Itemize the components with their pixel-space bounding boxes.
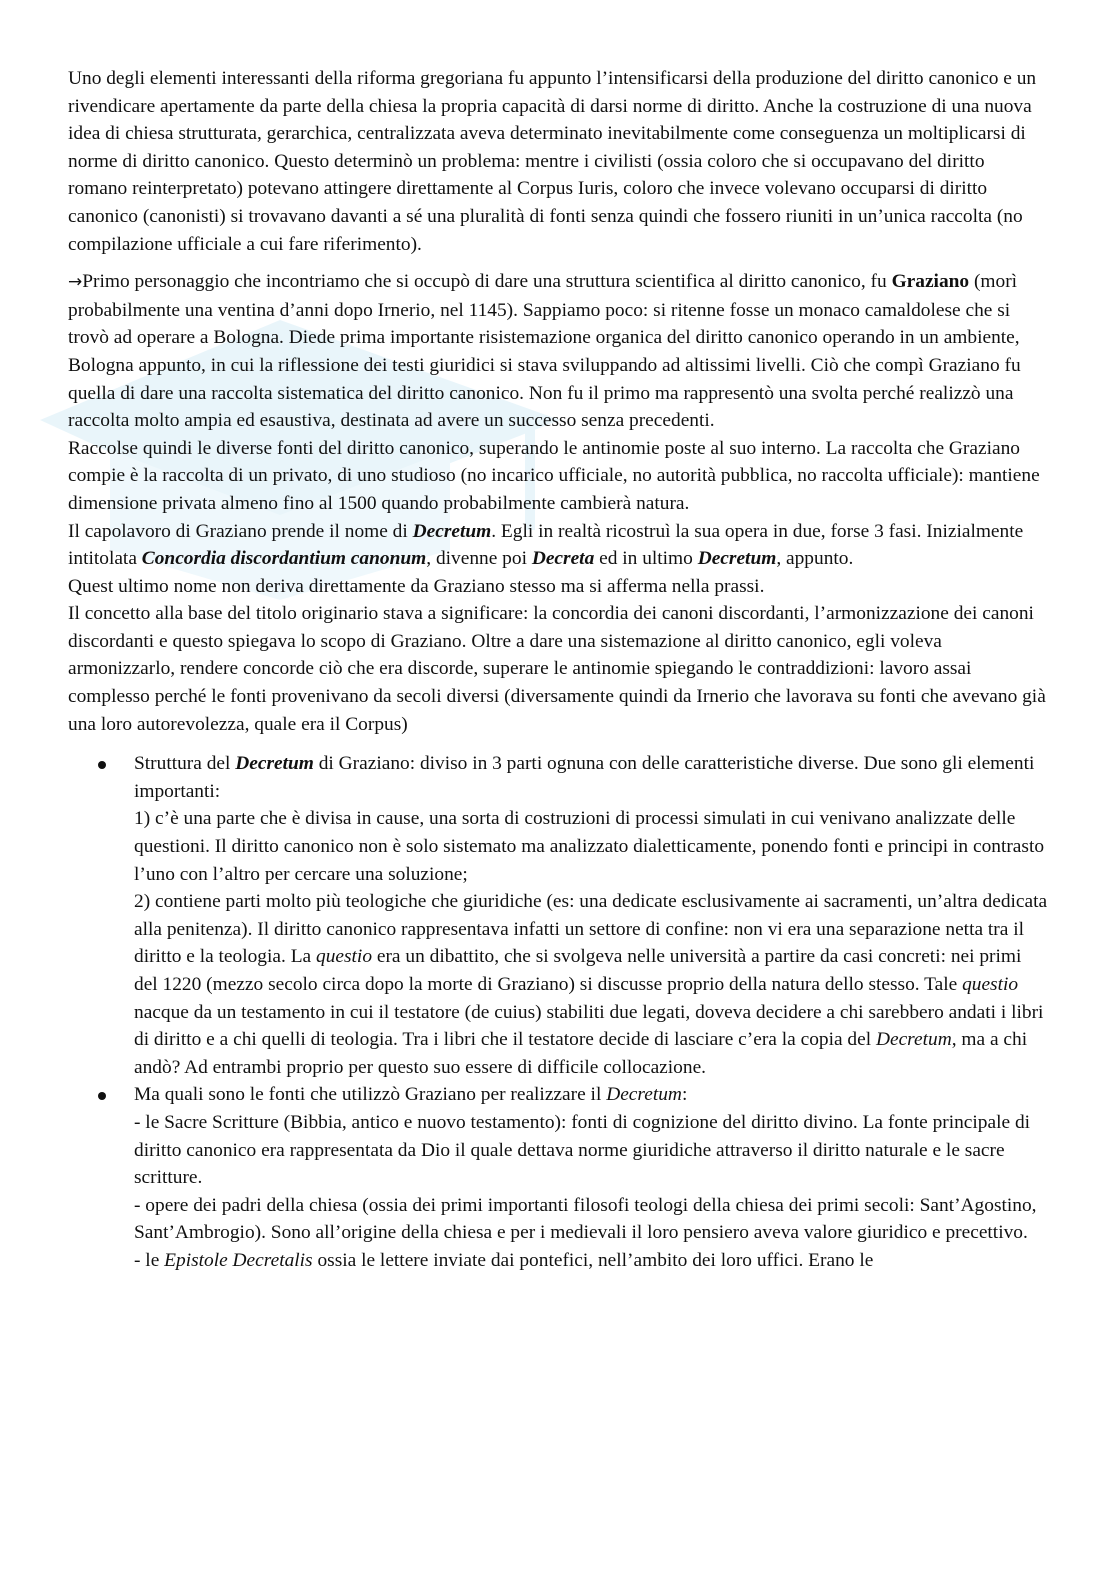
document-page xyxy=(68,65,1048,1275)
list-item-fonti: Ma quali sono le fonti che utilizzò Graziano per realizzare il Decretum: - le Sacre Scritture (Bibbia, antico e nuovo testamento): fonti di cognizione del diritto divino. La fonte principale di diritto canonico era rappresentata da Dio il quale dettava norme giuridiche attraverso il diritto naturale e le sacre scritture. - opere dei padri della chiesa (ossia dei primi importanti filosofi teologi della chiesa dei primi secoli: Sant’Agostino, Sant’Ambrogio). Sono all’origine della chiesa e per i medievali il loro pensiero aveva valore giuridico e precettivo. - le Epistole Decretalis ossia le lettere inviate dai pontefici, nell’ambito dei loro uffici. Erano le xyxy=(68,1081,1048,1274)
source-scritture: - le Sacre Scritture (Bibbia, antico e nuovo testamento): fonti di cognizione del diritto divino. La fonte principale di diritto canonico era rappresentata da Dio il quale dettava norme giuridiche attraverso il diritto naturale e le sacre scritture. xyxy=(134,1111,1031,1189)
name-graziano: Graziano xyxy=(891,271,970,293)
title-decreta: Decreta xyxy=(531,548,595,570)
title-decretum-2: Decretum xyxy=(697,548,777,570)
paragraph-capolavoro: Il capolavoro di Graziano prende il nome di Decretum. Egli in realtà ricostruì la sua opera in due, forse 3 fasi. Inizialmente intitolata Concordia discordantium canonum, divenne poi Decreta ed in ultimo Decretum, appunto. xyxy=(68,520,1024,570)
arrow-right-icon: → xyxy=(68,272,83,293)
item-cause: 1) c’è una parte che è divisa in cause, una sorta di costruzioni di processi simulati in cui venivano analizzate delle questioni. Il diritto canonico non è solo sistemato ma analizzato dialetticamente, ponendo fonti e principi in contrasto l’uno con l’altro per cercare una soluzione; xyxy=(134,808,1045,885)
paragraph-graziano: →Primo personaggio che incontriamo che si occupò di dare una struttura scientifica al diritto canonico, fu Graziano (morì probabilmente una ventina d’anni dopo Irnerio, nel 1145). Sappiamo poco: si ritenne fosse un monaco camaldolese che si trovò ad operare a Bologna. Diede prima importante risistemazione organica del diritto canonico operando in un ambiente, Bologna appunto, in cui la riflessione dei testi giuridici si stava sviluppando ad altissimi livelli. Ciò che compì Graziano fu quella di dare una raccolta sistematica del diritto canonico. Non fu il primo ma rappresentò una svolta perché realizzò una raccolta molto ampia ed esaustiva, destinata ad avere un successo senza precedenti. xyxy=(68,271,1021,432)
bullet-icon xyxy=(98,761,106,769)
source-epistole: - le Epistole Decretalis ossia le lettere inviate dai pontefici, nell’ambito dei loro uffici. Erano le xyxy=(134,1249,874,1271)
paragraph-nome: Quest ultimo nome non deriva direttamente da Graziano stesso ma si afferma nella prassi. xyxy=(68,575,765,597)
list-item-struttura: Struttura del Decretum di Graziano: diviso in 3 parti ognuna con delle caratteristiche diverse. Due sono gli elementi importanti: 1) c’è una parte che è divisa in cause, una sorta di costruzioni di processi simulati in cui venivano analizzate delle questioni. Il diritto canonico non è solo sistemato ma analizzato dialetticamente, ponendo fonti e principi in contrasto l’uno con l’altro per cercare una soluzione; 2) contiene parti molto più teologiche che giuridiche (es: una dedicate esclusivamente ai sacramenti, un’altra dedicata alla penitenza). Il diritto canonico rappresentava infatti un settore di confine: non vi era una separazione netta tra il diritto e la teologia. La questio era un dibattito, che si svolgeva nelle università a partire da casi concreti: nei primi del 1220 (mezzo secolo circa dopo la morte di Graziano) si discusse proprio della natura dello stesso. Tale questio nacque da un testamento in cui il testatore (de cuius) stabiliti due legati, doveva decidere a chi sarebbero andati i libri di diritto e a chi quelli di teologia. Tra i libri che il testatore decide di lasciare c’era la copia del Decretum, ma a chi andò? Ad entrambi proprio per questo suo essere di difficile collocazione. xyxy=(68,750,1048,1081)
title-decretum: Decretum xyxy=(412,520,492,542)
source-padri: - opere dei padri della chiesa (ossia dei primi importanti filosofi teologi della chiesa dei primi secoli: Sant’Agostino, Sant’Ambrogio). Sono all’origine della chiesa e per i medievali il loro pensiero aveva valore giuridico e precettivo. xyxy=(134,1194,1037,1244)
bullet-list xyxy=(68,750,1048,1274)
paragraph-concetto: Il concetto alla base del titolo originario stava a significare: la concordia dei canoni discordanti, l’armonizzazione dei canoni discordanti e questo spiegava lo scopo di Graziano. Oltre a dare una sistemazione al diritto canonico, egli voleva armonizzarlo, rendere concorde ciò che era discorde, superare le antinomie spiegando le contraddizioni: lavoro assai complesso perché le fonti provenivano da secoli diversi (diversamente quindi da Irnerio che lavorava su fonti che avevano già una loro autorevolezza, quale era il Corpus) xyxy=(68,603,1046,735)
bullet-icon xyxy=(98,1092,106,1100)
item-teologia: 2) contiene parti molto più teologiche che giuridiche (es: una dedicate esclusivamente ai sacramenti, un’altra dedicata alla penitenza). Il diritto canonico rappresentava infatti un settore di confine: non vi era una separazione netta tra il diritto e la teologia. La questio era un dibattito, che si svolgeva nelle università a partire da casi concreti: nei primi del 1220 (mezzo secolo circa dopo la morte di Graziano) si discusse proprio della natura dello stesso. Tale questio nacque da un testamento in cui il testatore (de cuius) stabiliti due legati, doveva decidere a chi sarebbero andati i libri di diritto e a chi quelli di teologia. Tra i libri che il testatore decide di lasciare c’era la copia del Decretum, ma a chi andò? Ad entrambi proprio per questo suo essere di difficile collocazione. xyxy=(134,891,1048,1078)
paragraph-intro: Uno degli elementi interessanti della riforma gregoriana fu appunto l’intensificarsi della produzione del diritto canonico e un rivendicare apertamente da parte della chiesa la propria capacità di darsi norme di diritto. Anche la costruzione di una nuova idea di chiesa strutturata, gerarchica, centralizzata aveva determinato inevitabilmente come conseguenza un moltiplicarsi di norme di diritto canonico. Questo determinò un problema: mentre i civilisti (ossia coloro che si occupavano del diritto romano reinterpretato) potevano attingere direttamente al Corpus Iuris, coloro che invece volevano occuparsi di diritto canonico (canonisti) si trovavano davanti a sé una pluralità di fonti senza quindi che fossero riuniti in un’unica raccolta (no compilazione ufficiale a cui fare riferimento). xyxy=(68,68,1037,255)
paragraph-raccolse: Raccolse quindi le diverse fonti del diritto canonico, superando le antinomie poste al suo interno. La raccolta che Graziano compie è la raccolta di un privato, di uno studioso (no incarico ufficiale, no autorità pubblica, no raccolta ufficiale): mantiene dimensione privata almeno fino al 1500 quando probabilmente cambierà natura. xyxy=(68,437,1040,514)
title-concordia: Concordia discordantium canonum xyxy=(141,548,427,570)
